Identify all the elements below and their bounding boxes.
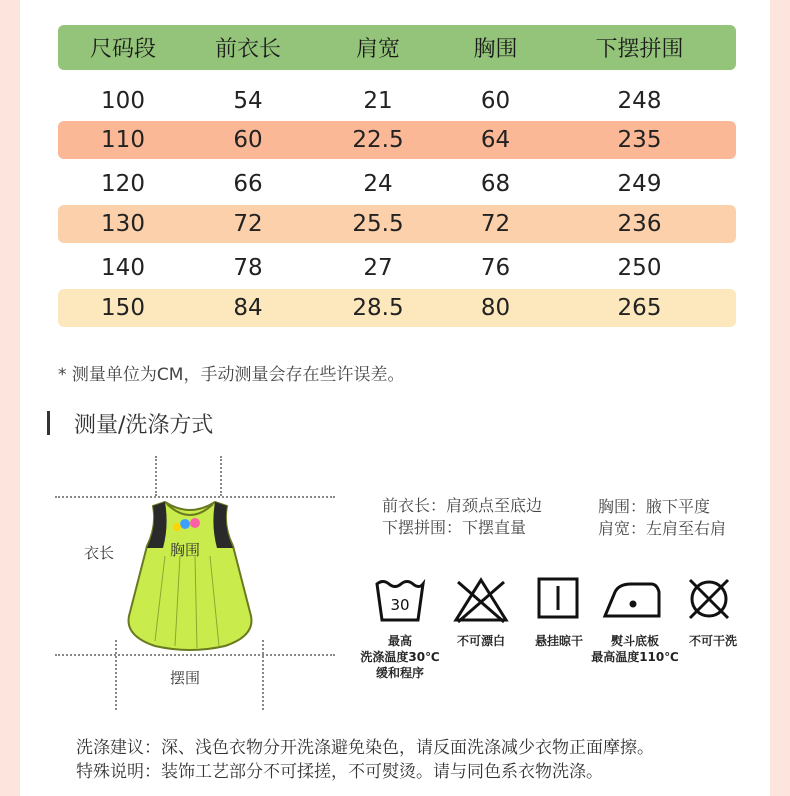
wash-caption-hang-dry: 悬挂晾干 [534, 634, 583, 648]
table-cell: 235 [617, 127, 662, 153]
table-cell: 24 [363, 171, 393, 197]
table-cell: 76 [480, 255, 511, 281]
table-cell: 25.5 [352, 211, 404, 237]
table-cell: 249 [617, 171, 662, 197]
table-cell: 236 [617, 211, 662, 237]
table-cell: 60 [233, 127, 263, 153]
header-shoulder: 肩宽 [355, 37, 400, 62]
table-cell: 150 [101, 295, 145, 321]
table-cell: 72 [480, 211, 511, 237]
def-front-length: 前衣长：肩颈点至底边 [382, 496, 543, 515]
special-note: 特殊说明：装饰工艺部分不可揉搓，不可熨烫。请与同色系衣物洗涤。 [76, 762, 603, 782]
table-row [58, 249, 736, 287]
table-cell: 248 [617, 88, 662, 114]
wash-advice: 洗涤建议：深、浅色衣物分开洗涤避免染色，请反面洗涤减少衣物正面摩擦。 [76, 738, 654, 758]
label-chest: 胸围 [170, 541, 201, 559]
table-cell: 84 [233, 295, 263, 321]
guide-line-shoulder-right [220, 456, 222, 496]
table-cell: 68 [480, 171, 511, 197]
def-hem: 下摆拼围：下摆直量 [382, 518, 527, 537]
header-size: 尺码段 [89, 37, 156, 62]
wash-caption-30: 最高 洗涤温度30℃ 缓和程序 [360, 634, 440, 680]
header-length: 前衣长 [214, 37, 281, 62]
table-cell: 64 [480, 127, 511, 153]
table-cell: 110 [101, 127, 145, 153]
table-cell: 120 [101, 171, 145, 197]
table-row [58, 165, 736, 203]
table-cell: 72 [233, 211, 263, 237]
svg-text:30: 30 [390, 596, 410, 614]
table-cell: 28.5 [352, 295, 404, 321]
table-cell: 250 [617, 255, 662, 281]
wash-caption-iron: 熨斗底板 最高温度110℃ [591, 634, 679, 664]
table-cell: 27 [363, 255, 393, 281]
dress-illustration [105, 496, 275, 656]
hang-dry-icon [536, 576, 580, 620]
table-cell: 22.5 [352, 127, 404, 153]
no-bleach-icon [452, 576, 510, 624]
def-chest: 胸围：腋下平度 [598, 497, 711, 516]
measurement-note: * 测量单位为CM，手动测量会存在些许误差。 [58, 365, 405, 385]
header-chest: 胸围 [473, 37, 518, 62]
label-hem: 摆围 [170, 669, 201, 687]
header-hem: 下摆拼围 [595, 37, 684, 62]
table-cell: 66 [233, 171, 263, 197]
table-cell: 265 [617, 295, 662, 321]
guide-line-shoulder-left [155, 456, 157, 496]
table-cell: 100 [101, 88, 145, 114]
table-cell: 21 [363, 88, 393, 114]
wash-30-icon [374, 576, 426, 624]
size-table-header [58, 25, 736, 70]
table-row [58, 289, 736, 327]
table-row [58, 82, 736, 120]
table-cell: 78 [233, 255, 263, 281]
wash-caption-no-bleach: 不可漂白 [456, 634, 505, 648]
label-length: 衣长 [84, 544, 115, 562]
section-title: 测量/洗涤方式 [74, 413, 214, 438]
def-shoulder: 肩宽：左肩至右肩 [598, 519, 727, 538]
table-cell: 140 [101, 255, 145, 281]
table-cell: 54 [233, 88, 263, 114]
iron-low-icon [601, 576, 663, 620]
table-cell: 60 [480, 88, 511, 114]
table-cell: 80 [480, 295, 511, 321]
table-row [58, 121, 736, 159]
section-marker [47, 411, 50, 435]
no-dryclean-icon [686, 576, 732, 622]
table-cell: 130 [101, 211, 145, 237]
table-row [58, 205, 736, 243]
wash-caption-no-dryclean: 不可干洗 [688, 634, 737, 648]
